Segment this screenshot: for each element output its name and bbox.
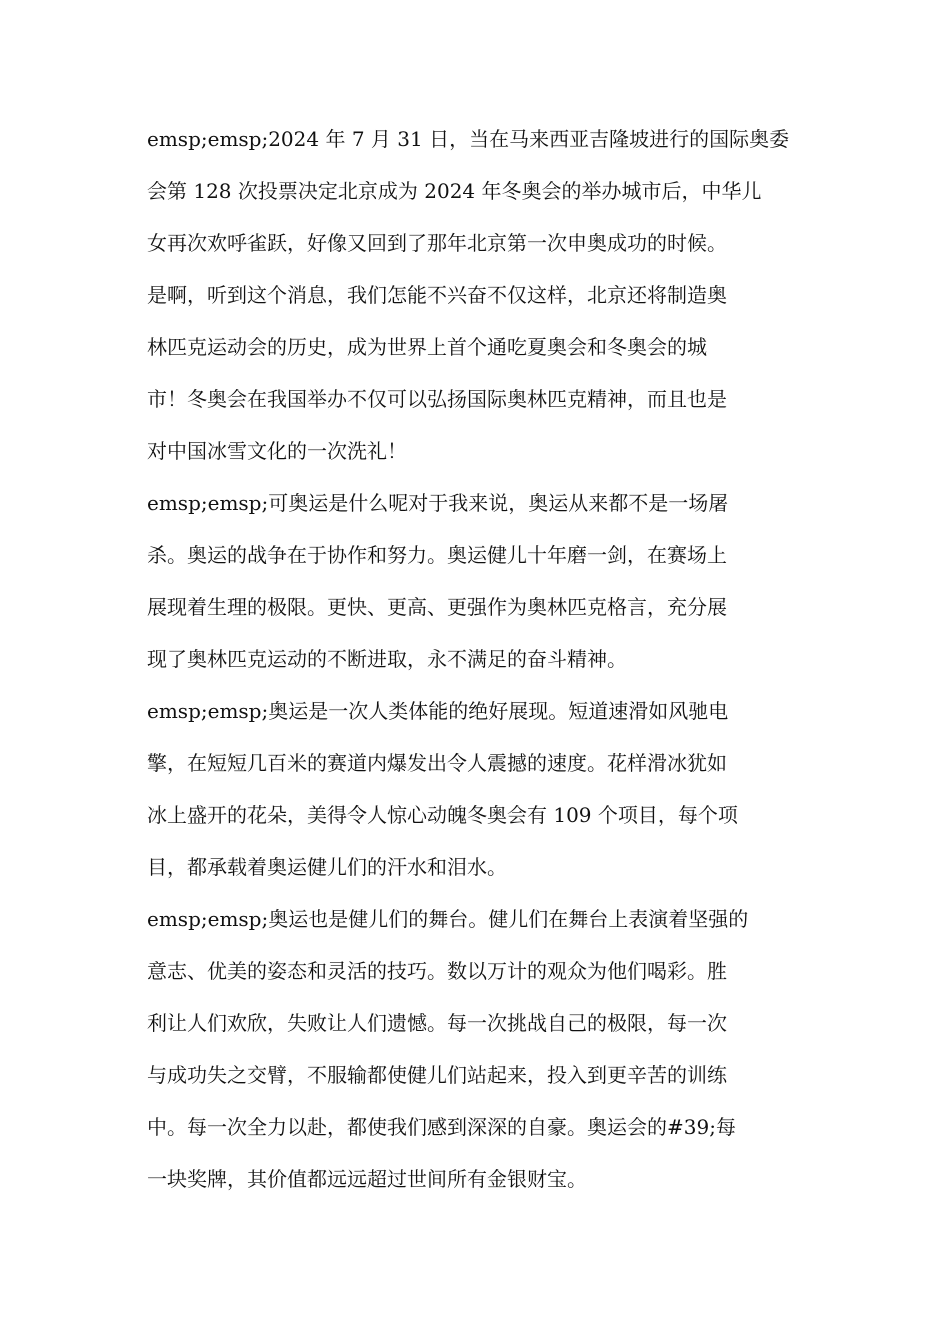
text-line: 展现着生理的极限。更快、更高、更强作为奥林匹克格言，充分展 xyxy=(147,595,727,619)
text-line: emsp;emsp;奥运也是健儿们的舞台。健儿们在舞台上表演着坚强的 xyxy=(147,907,749,931)
text-line: 会第 128 次投票决定北京成为 2024 年冬奥会的举办城市后，中华儿 xyxy=(147,179,762,203)
text-line: 与成功失之交臂，不服输都使健儿们站起来，投入到更辛苦的训练 xyxy=(147,1063,727,1087)
text-line: 目，都承载着奥运健儿们的汗水和泪水。 xyxy=(147,855,507,879)
text-line: 一块奖牌，其价值都远远超过世间所有金银财宝。 xyxy=(147,1167,587,1191)
text-line: 女再次欢呼雀跃，好像又回到了那年北京第一次申奥成功的时候。 xyxy=(147,231,727,255)
text-line: 中。每一次全力以赴，都使我们感到深深的自豪。奥运会的#39;每 xyxy=(147,1115,736,1139)
paragraph-2 xyxy=(147,485,807,693)
text-line: 市！冬奥会在我国举办不仅可以弘扬国际奥林匹克精神，而且也是 xyxy=(147,387,727,411)
text-line: 对中国冰雪文化的一次洗礼！ xyxy=(147,439,407,463)
text-line: 林匹克运动会的历史，成为世界上首个通吃夏奥会和冬奥会的城 xyxy=(147,335,707,359)
paragraph-1 xyxy=(147,121,807,485)
text-line: 是啊，听到这个消息，我们怎能不兴奋不仅这样，北京还将制造奥 xyxy=(147,283,727,307)
paragraph-3 xyxy=(147,693,807,901)
text-line: 现了奥林匹克运动的不断进取，永不满足的奋斗精神。 xyxy=(147,647,627,671)
text-line: emsp;emsp;奥运是一次人类体能的绝好展现。短道速滑如风驰电 xyxy=(147,699,729,723)
text-line: emsp;emsp;2024 年 7 月 31 日，当在马来西亚吉隆坡进行的国际奥委 xyxy=(147,127,790,151)
document-body xyxy=(147,121,807,1213)
text-line: emsp;emsp;可奥运是什么呢对于我来说，奥运从来都不是一场屠 xyxy=(147,491,729,515)
text-line: 擎，在短短几百米的赛道内爆发出令人震撼的速度。花样滑冰犹如 xyxy=(147,751,727,775)
paragraph-4 xyxy=(147,901,807,1213)
text-line: 杀。奥运的战争在于协作和努力。奥运健儿十年磨一剑，在赛场上 xyxy=(147,543,727,567)
text-line: 利让人们欢欣，失败让人们遗憾。每一次挑战自己的极限，每一次 xyxy=(147,1011,727,1035)
text-line: 意志、优美的姿态和灵活的技巧。数以万计的观众为他们喝彩。胜 xyxy=(147,959,727,983)
text-line: 冰上盛开的花朵，美得令人惊心动魄冬奥会有 109 个项目，每个项 xyxy=(147,803,738,827)
